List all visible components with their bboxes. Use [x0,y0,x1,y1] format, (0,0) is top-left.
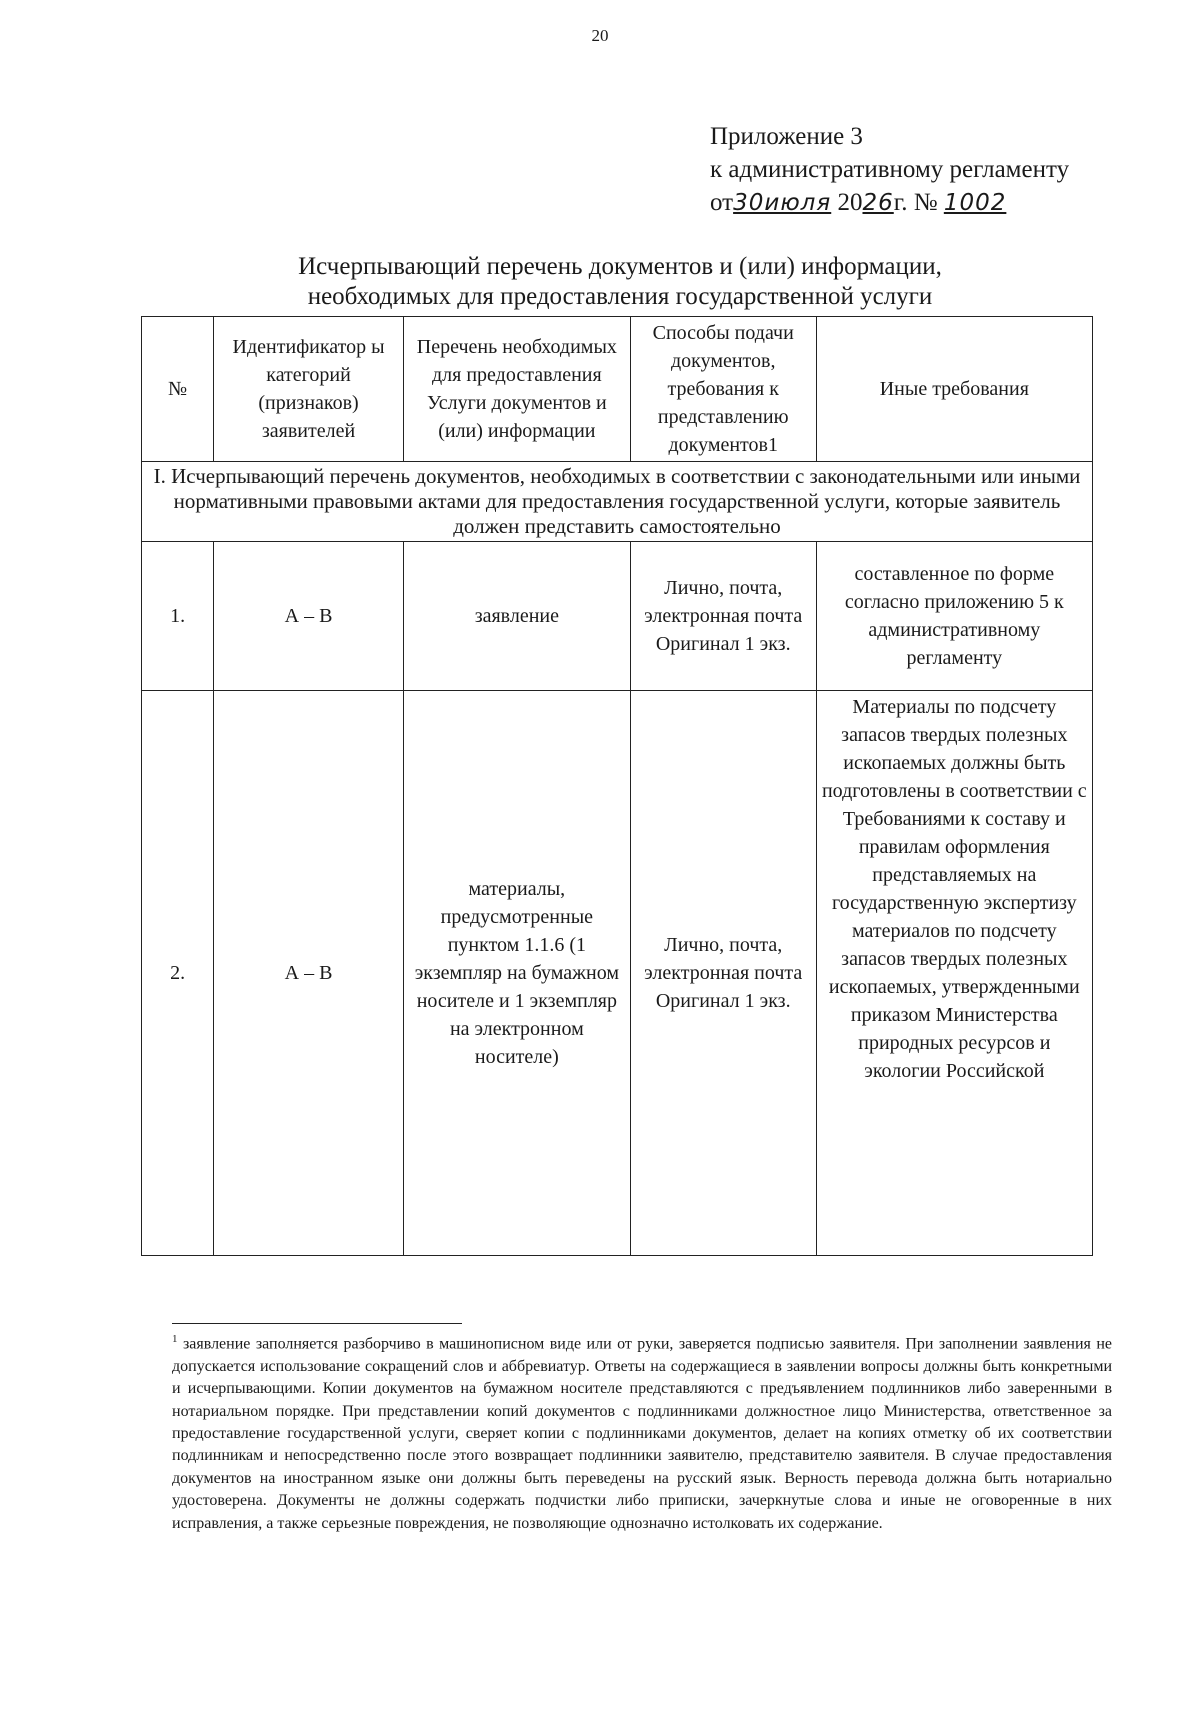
year-suffix: г. № [893,189,938,216]
row-num: 2. [142,691,214,1256]
handwritten-year: 26 [862,190,894,216]
page-number: 20 [591,26,609,45]
handwritten-date: 30июля [733,190,832,216]
footnote [172,1328,1112,1535]
header-methods: Способы подачи документов, требования к представлению документов1 [630,317,816,462]
row-method: Лично, почта, электронная почта Оригинал 1 экз. [630,542,816,691]
row-document: заявление [403,542,630,691]
from-label: от [710,189,734,216]
table-row [142,691,1093,1256]
appendix-header [710,120,1180,220]
documents-table [141,316,1093,1256]
appendix-regulation: к административному регламенту [710,156,1070,183]
row-category: А – В [214,691,404,1256]
footnote-marker: 1 [172,1333,178,1345]
title-line-2: необходимых для предоставления государственной услуги [307,283,933,310]
appendix-date-number [710,186,1180,220]
row-requirement: Материалы по подсчету запасов твердых полезных ископаемых должны быть подготовлены в соответствии с Требованиями к составу и правилам оформления представляемых на государственную экспертизу материалов по подсчету запасов твердых полезных ископаемых, утвержденными приказом Министерства природных ресурсов и экологии Российской [816,691,1092,1256]
table-header-row [142,317,1093,462]
handwritten-number: 1002 [943,190,1007,216]
row-requirement: составленное по форме согласно приложению 5 к административному регламенту [816,542,1092,691]
header-other-requirements: Иные требования [816,317,1092,462]
title-line-1: Исчерпывающий перечень документов и (или) информации, [298,253,942,280]
section-row [142,462,1093,542]
row-method: Лично, почта, электронная почта Оригинал 1 экз. [630,691,816,1256]
row-num: 1. [142,542,214,691]
appendix-title: Приложение 3 [710,123,863,150]
header-documents: Перечень необходимых для предоставления Услуги документов и (или) информации [403,317,630,462]
header-num: № [142,317,214,462]
table-row [142,542,1093,691]
footnote-text: заявление заполняется разборчиво в машинописном виде или от руки, заверяется подписью заявителя. При заполнении заявления не допускается использование сокращений слов и аббревиатур. Ответы на содержащиеся в заявлении вопросы должны быть конкретными и исчерпывающими. Копии документов на бумажном носителе представляются с предъявлением подлинников либо заверенными в нотариальном порядке. При представлении копий документов с подлинниками должностное лицо Министерства, ответственное за предоставление государственной услуги, сверяет копии с подлинниками документов, делает на копиях отметку об их соответствии подлинникам и непосредственно после этого возвращает подлинники заявителю, представителю заявителя. В случае предоставления документов на иностранном языке они должны быть переведены на русский язык. Верность перевода должна быть нотариально удостоверена. Документы не должны содержать подчистки либо приписки, зачеркнутые слова и иные не оговоренные в них исправления, а также серьезные повреждения, не позволяющие однозначно истолковать их содержание. [172,1335,1112,1532]
footnote-divider [172,1323,462,1324]
row-category: А – В [214,542,404,691]
header-identifiers: Идентификатор ы категорий (признаков) заявителей [214,317,404,462]
section-title: I. Исчерпывающий перечень документов, необходимых в соответствии с законодательными или иными нормативными правовыми актами для предоставления государственной услуги, которые заявитель должен представить самостоятельно [142,462,1093,542]
document-title [140,252,1100,312]
year-prefix: 20 [837,189,863,216]
row-document: материалы, предусмотренные пунктом 1.1.6 (1 экземпляр на бумажном носителе и 1 экземпляр на электронном носителе) [403,691,630,1256]
